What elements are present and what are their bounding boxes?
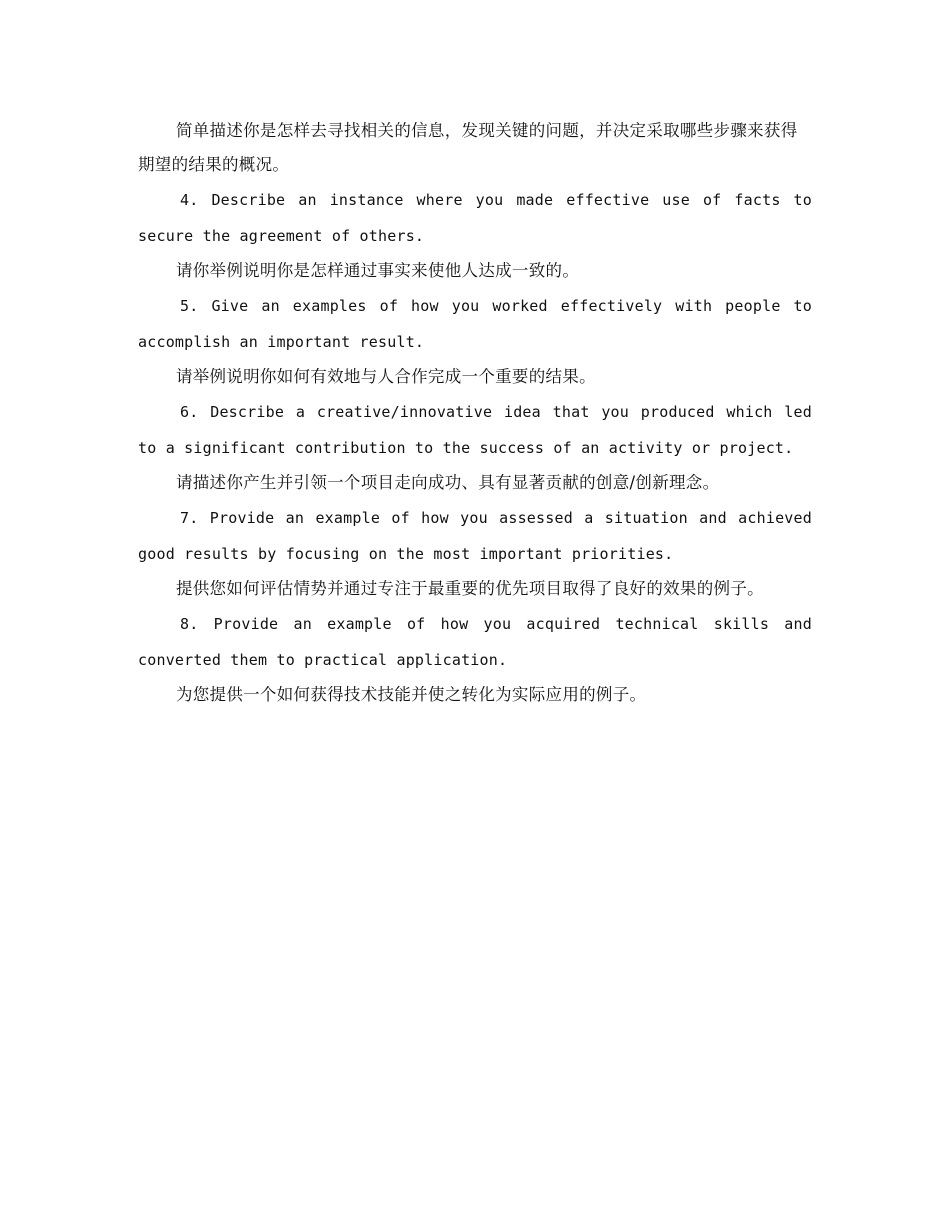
- document-body: [138, 114, 812, 712]
- question-7-cn: 提供您如何评估情势并通过专注于最重要的优先项目取得了良好的效果的例子。: [175, 579, 764, 598]
- question-4-en: 4. Describe an instance where you made effective use of facts to secure the agreement of others.: [138, 191, 812, 245]
- question-5-en: 5. Give an examples of how you worked effectively with people to accomplish an important result.: [138, 297, 812, 351]
- question-8-en: 8. Provide an example of how you acquired technical skills and converted them to practical application.: [138, 615, 812, 669]
- question-5-cn: 请举例说明你如何有效地与人合作完成一个重要的结果。: [175, 367, 596, 386]
- question-4-cn: 请你举例说明你是怎样通过事实来使他人达成一致的。: [175, 261, 580, 280]
- question-7-en: 7. Provide an example of how you assessed a situation and achieved good results by focusing on the most important priorities.: [138, 509, 812, 563]
- paragraph-cn-intro: 简单描述你是怎样去寻找相关的信息，发现关键的问题，并决定采取哪些步骤来获得期望的结果的概况。: [138, 121, 798, 174]
- question-6-en: 6. Describe a creative/innovative idea that you produced which led to a significant contribution to the success of an activity or project.: [138, 403, 812, 457]
- question-6-cn: 请描述你产生并引领一个项目走向成功、具有显著贡献的创意/创新理念。: [175, 473, 720, 492]
- question-8-cn: 为您提供一个如何获得技术技能并使之转化为实际应用的例子。: [175, 685, 647, 704]
